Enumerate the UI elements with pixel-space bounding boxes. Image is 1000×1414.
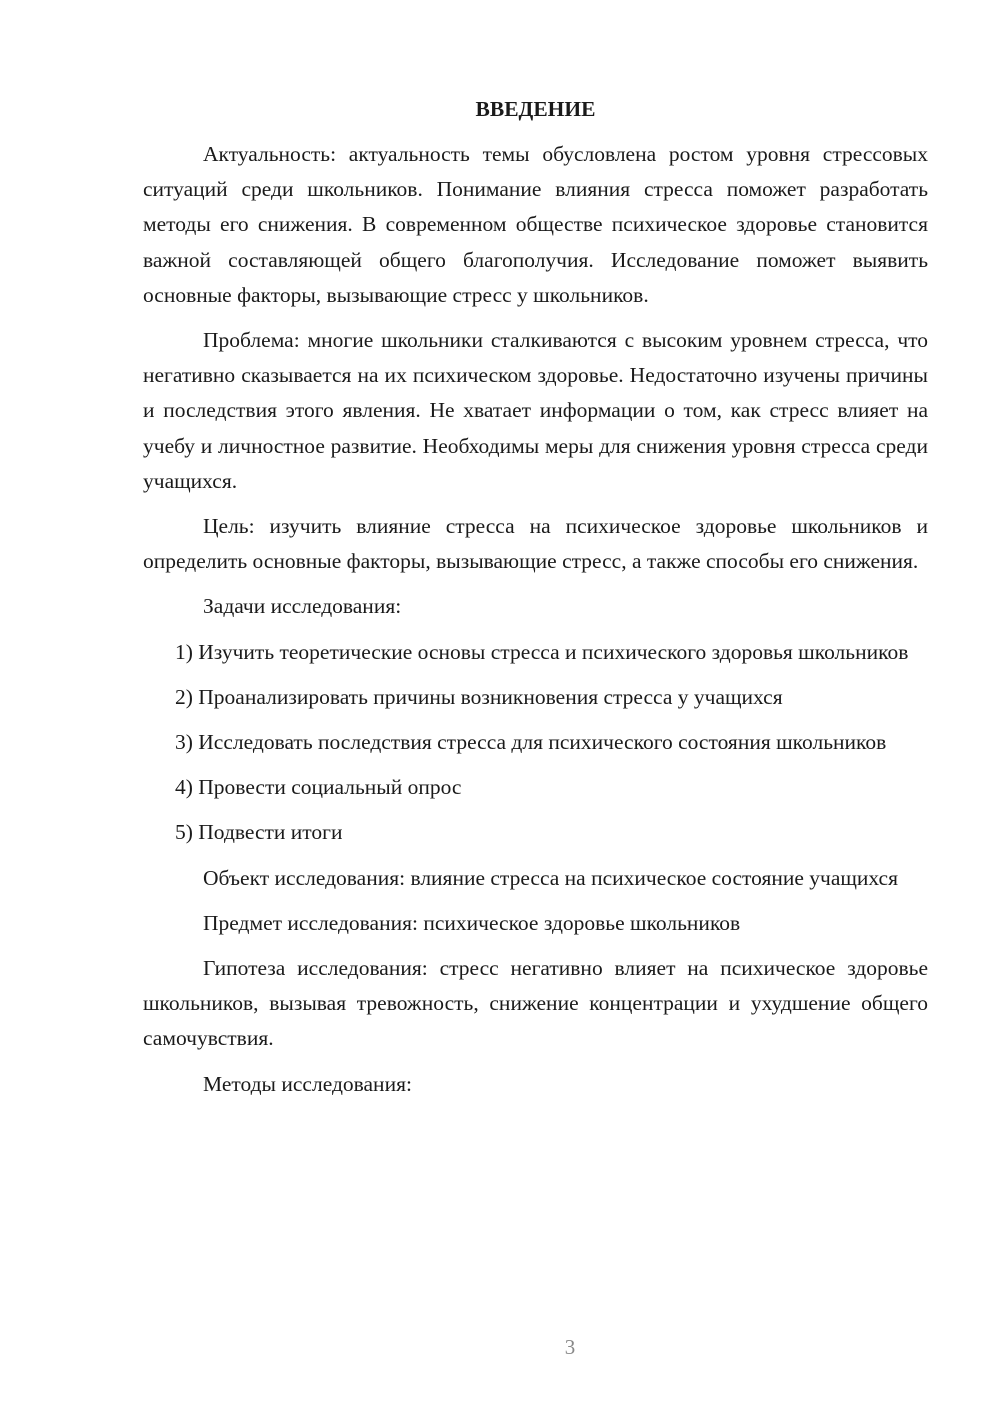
paragraph-subject: Предмет исследования: психическое здоровье школьников	[203, 910, 741, 935]
document-page	[143, 92, 928, 1112]
paragraph-goal: Цель: изучить влияние стресса на психическое здоровье школьников и определить основные факторы, вызывающие стресс, а также способы его снижения.	[143, 514, 928, 574]
task-item-5: 5) Подвести итоги	[175, 820, 343, 845]
task-item-2: 2) Проанализировать причины возникновения стресса у учащихся	[175, 684, 783, 709]
tasks-heading: Задачи исследования:	[203, 594, 402, 619]
paragraph-problem: Проблема: многие школьники сталкиваются с высоким уровнем стресса, что негативно сказывается на их психическом здоровье. Недостаточно изучены причины и последствия этого явления. Не хватает информации о том, как стресс влияет на учебу и личностное развитие. Необходимы меры для снижения уровня стресса среди учащихся.	[143, 328, 928, 493]
task-item-4: 4) Провести социальный опрос	[175, 775, 462, 800]
page-number: 3	[564, 1335, 576, 1359]
page-title: ВВЕДЕНИЕ	[475, 97, 596, 121]
task-item-1: 1) Изучить теоретические основы стресса и психического здоровья школьников	[175, 639, 909, 664]
paragraph-object: Объект исследования: влияние стресса на психическое состояние учащихся	[203, 865, 898, 890]
paragraph-hypothesis: Гипотеза исследования: стресс негативно влияет на психическое здоровье школьников, вызывая тревожность, снижение концентрации и ухудшение общего самочувствия.	[143, 956, 928, 1051]
paragraph-relevance: Актуальность: актуальность темы обусловлена ростом уровня стрессовых ситуаций среди школьников. Понимание влияния стресса поможет разработать методы его снижения. В современном обществе психическое здоровье становится важной составляющей общего благополучия. Исследование поможет выявить основные факторы, вызывающие стресс у школьников.	[143, 142, 928, 307]
task-item-3: 3) Исследовать последствия стресса для психического состояния школьников	[175, 730, 887, 755]
paragraph-methods: Методы исследования:	[203, 1071, 412, 1096]
